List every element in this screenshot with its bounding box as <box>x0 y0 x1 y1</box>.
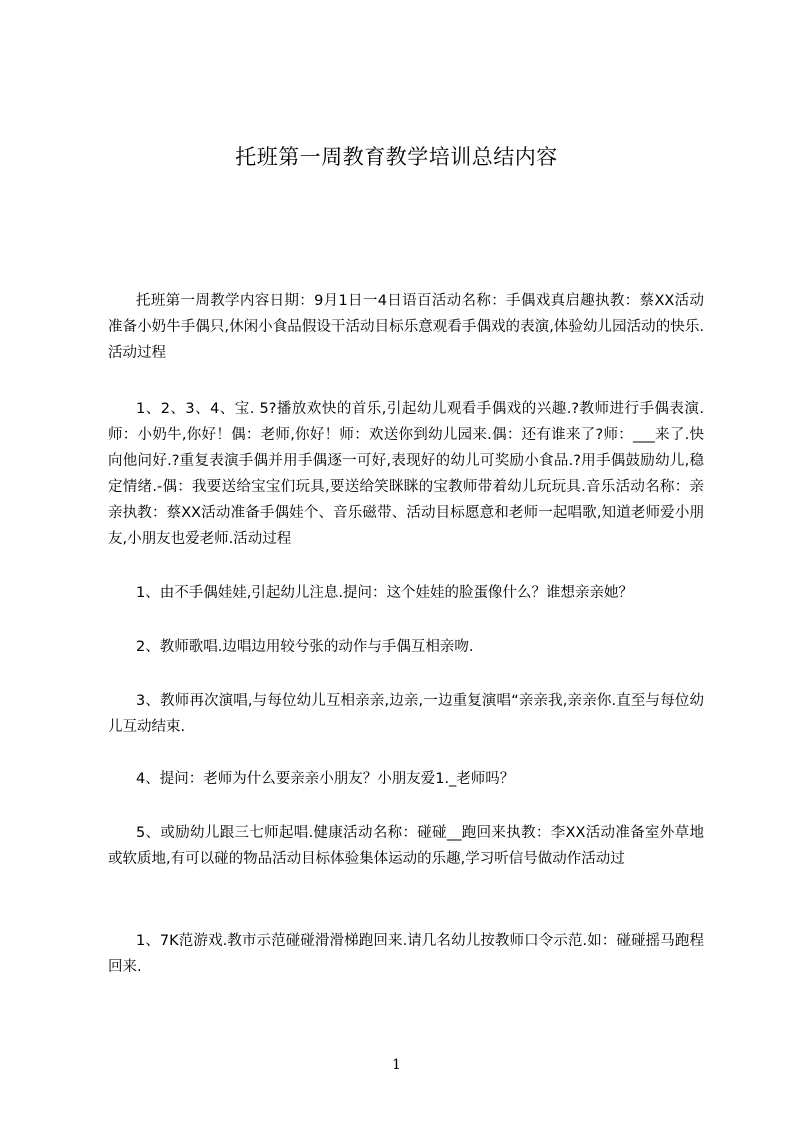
paragraph-4: 2、教师歌唱.边唱边用较兮张的动作与手偶互相亲吻. <box>136 639 474 655</box>
paragraph-6: 4、提问：老师为什么要亲亲小朋友？小朋友爱1._老师吗？ <box>136 771 515 787</box>
paragraph-2: 1、2、3、4、宝. 5?播放欢快的首乐,引起幼儿观看手偶戏的兴趣.?教师进行手偶表演.师：小奶牛,你好！偶：老师,你好！师：欢送你到幼儿园来.偶：还有谁来了?师：___来了.快向他问好.?重复表演手偶并用手偶逐一可好,表现好的幼儿可奖励小食品.?用手偶鼓励幼儿,稳定情绪.-偶：我要送给宝宝们玩具,要送给笑眯眯的宝教师带着幼儿玩玩具.音乐活动名称：亲亲执教：蔡XX活动准备手偶娃个、音乐磁带、活动目标愿意和老师一起唱歌,知道老师爱小朋友,小朋友也爱老师.活动过程 <box>108 401 704 547</box>
paragraph-7: 5、或励幼儿跟三七师起唱.健康活动名称：碰碰__跑回来执教：李XX活动准备室外草地或软质地,有可以碰的物品活动目标体验集体运动的乐趣,学习听信号做动作活动过 <box>108 825 704 867</box>
paragraph-3: 1、由不手偶娃娃,引起幼儿注息.提问：这个娃娃的脸蛋像什么？谁想亲亲她？ <box>136 585 633 601</box>
page-number: 1 <box>392 1057 401 1073</box>
document-title: 托班第一周教育教学培训总结内容 <box>235 145 558 169</box>
paragraph-8: 1、7K范游戏.教市示范碰碰滑滑梯跑回来.请几名幼儿按教师口令示范.如：碰碰摇马跑程回来. <box>108 933 704 975</box>
paragraph-5: 3、教师再次演唱,与每位幼儿互相亲亲,边亲,一边重复演唱“亲亲我,亲亲你.直至与每位幼儿互动结束. <box>108 693 704 735</box>
paragraph-1: 托班第一周教学内容日期：9月1日一4日语百活动名称：手偶戏真启趣执教：蔡XX活动准备小奶牛手偶只,休闲小食品假设干活动目标乐意观看手偶戏的表演,体验幼儿园活动的快乐.活动过程 <box>108 293 704 361</box>
